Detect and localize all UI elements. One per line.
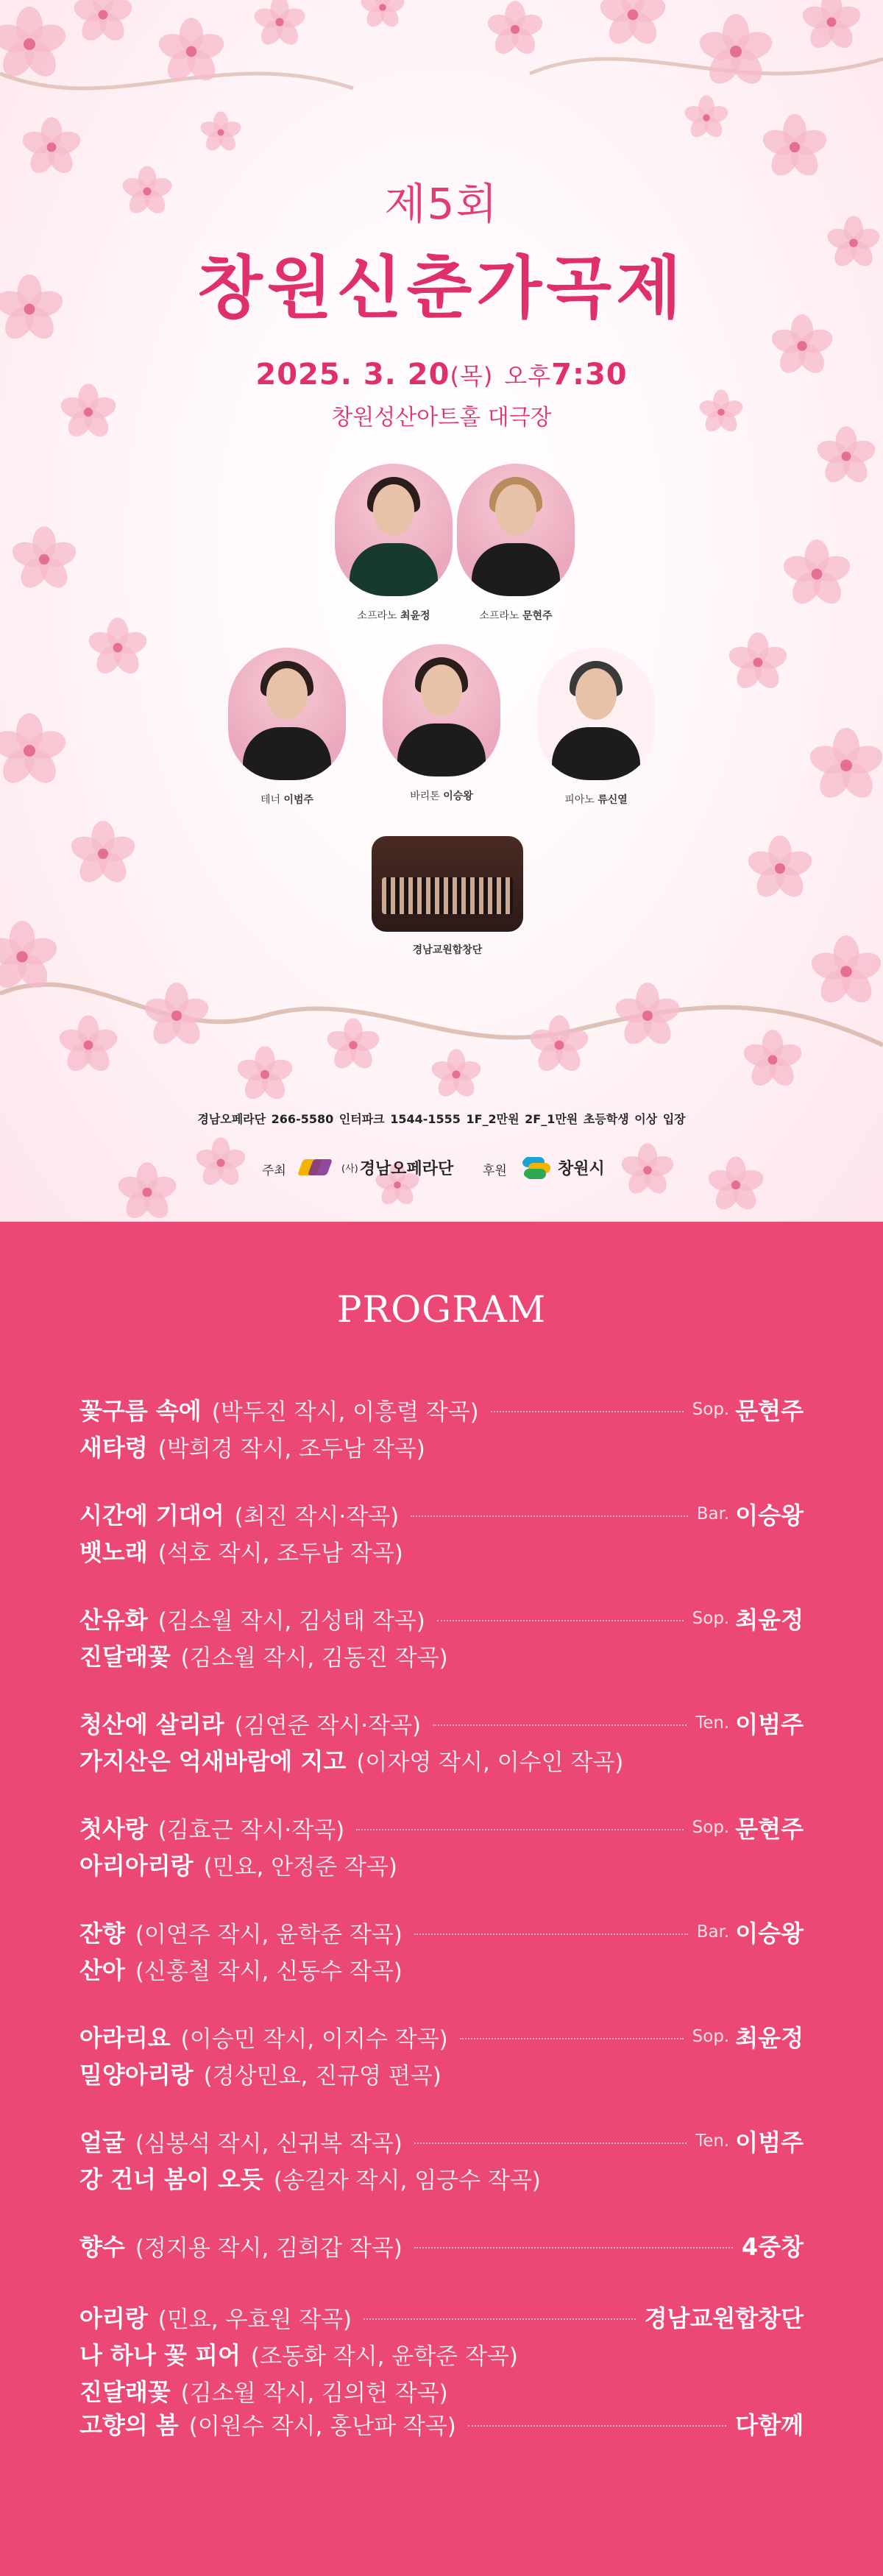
program-section — [0, 1222, 883, 2576]
voice-part: Ten. — [695, 1713, 730, 1733]
performer-role: 바리톤 — [410, 790, 440, 802]
event-weekday: (목) — [450, 362, 494, 390]
performer-name: 다함께 — [735, 2411, 804, 2439]
program-item — [79, 1809, 804, 1846]
dotted-leader — [437, 1620, 684, 1621]
blossom-flower — [612, 983, 682, 1049]
program-group — [79, 2018, 804, 2092]
blossom-flower — [485, 1, 545, 58]
blossom-flower — [528, 1015, 592, 1075]
host-label: 주최 — [262, 1164, 286, 1178]
song-credit: (조동화 작시, 윤학준 작곡) — [250, 2343, 518, 2370]
program-group — [79, 2405, 804, 2442]
song-credit: (최진 작시·작곡) — [234, 1503, 400, 1530]
program-group — [79, 1600, 804, 1674]
dotted-leader — [414, 2142, 687, 2144]
program-group — [79, 1809, 804, 1883]
ticket-contact-line: 경남오페라단 266-5580 인터파크 1544-1555 1F_2만원 2F_1만원 초등학생 이상 입장 — [197, 1112, 686, 1126]
performer-name: 최윤정 — [400, 610, 430, 622]
festival-title: 창원신춘가곡제 — [196, 249, 687, 328]
song-title: 꽃구름 속에 — [79, 1397, 202, 1425]
song-title: 뱃노래 — [79, 1538, 148, 1566]
performer-name: 문현주 — [735, 1397, 804, 1425]
branch-decoration — [0, 985, 883, 1045]
performer-role: 소프라노 — [357, 610, 397, 622]
song-credit: (심봉석 작시, 신귀복 작곡) — [135, 2130, 403, 2157]
song-title: 시간에 기대어 — [79, 1501, 224, 1529]
program-item — [79, 1428, 804, 1465]
blossom-flower — [597, 0, 668, 49]
concert-poster — [0, 0, 883, 1222]
dotted-leader — [468, 2425, 726, 2427]
performer-role: 피아노 — [564, 794, 595, 806]
song-title: 강 건너 봄이 오듯 — [79, 2165, 263, 2193]
performer-name: 4중창 — [741, 2233, 804, 2261]
voice-part: Bar. — [696, 1504, 730, 1524]
song-credit: (박희경 작시, 조두남 작곡) — [157, 1435, 425, 1462]
performer-photo — [335, 464, 453, 596]
blossom-flower — [359, 0, 407, 30]
performer-name: 이승왕 — [443, 790, 473, 802]
program-item — [79, 2372, 804, 2409]
program-item — [79, 1600, 804, 1637]
song-title: 청산에 살리라 — [79, 1710, 224, 1738]
blossom-flower — [235, 1046, 295, 1103]
song-title: 나 하나 꽃 피어 — [79, 2341, 241, 2369]
song-title: 얼굴 — [79, 2129, 125, 2156]
song-title: 첫사랑 — [79, 1815, 148, 1843]
dotted-leader — [364, 2318, 635, 2320]
program-item — [79, 1637, 804, 1674]
blossom-flower — [0, 713, 69, 789]
performer-photo — [383, 644, 500, 776]
sponsor-label: 후원 — [483, 1164, 507, 1178]
song-title: 아리아리랑 — [79, 1852, 194, 1880]
program-group — [79, 2123, 804, 2196]
performer-caption — [530, 792, 662, 807]
changwon-logo-icon — [521, 1154, 552, 1181]
program-item — [79, 1950, 804, 1987]
performer-caption — [221, 792, 353, 807]
voice-part: Sop. — [692, 1818, 730, 1837]
program-item — [79, 2335, 804, 2372]
song-credit: (김효근 작시·작곡) — [157, 1816, 345, 1844]
voice-part: Sop. — [692, 1400, 730, 1419]
program-item — [79, 1846, 804, 1883]
song-credit: (민요, 우효원 작곡) — [157, 2306, 352, 2333]
dotted-leader — [414, 1933, 688, 1935]
sponsor-logo — [521, 1154, 605, 1181]
performer-name: 문현주 — [522, 610, 553, 622]
sponsor-name: 창원시 — [558, 1159, 605, 1178]
performer-card — [530, 648, 662, 807]
performer-caption — [327, 608, 460, 623]
event-datetime — [0, 358, 883, 392]
choir-card — [372, 836, 523, 957]
performer-caption — [375, 788, 508, 803]
song-credit: (송길자 작시, 임긍수 작곡) — [273, 2167, 541, 2194]
dotted-leader — [356, 1829, 683, 1830]
performer-name: 류신열 — [597, 794, 628, 806]
blossom-flower — [808, 935, 883, 1008]
poster-title-block — [0, 169, 883, 431]
blossom-flower — [86, 618, 150, 678]
blossom-flower — [683, 95, 731, 141]
dotted-leader — [433, 1724, 687, 1726]
song-credit: (신홍철 작시, 신동수 작곡) — [135, 1958, 403, 1985]
performer-card — [327, 464, 460, 623]
song-credit: (경상민요, 진규영 편곡) — [203, 2062, 442, 2090]
song-title: 산유화 — [79, 1606, 148, 1634]
blossom-flower — [141, 983, 211, 1049]
blossom-flower — [71, 0, 135, 45]
song-title: 고향의 봄 — [79, 2411, 179, 2439]
blossom-flower — [325, 1018, 382, 1072]
song-credit: (이자영 작시, 이수인 작곡) — [356, 1749, 624, 1776]
performer-card — [221, 648, 353, 807]
program-item — [79, 2055, 804, 2092]
host-prefix: (사) — [341, 1163, 358, 1175]
program-group — [79, 2227, 804, 2264]
performer-name: 문현주 — [735, 1815, 804, 1843]
dotted-leader — [414, 2247, 733, 2248]
performer-name: 이범주 — [735, 1710, 804, 1738]
program-heading: PROGRAM — [336, 1288, 547, 1331]
song-title: 진달래꽃 — [79, 2378, 171, 2406]
choir-photo — [372, 836, 523, 932]
performer-name: 최윤정 — [735, 2024, 804, 2052]
song-credit: (김소월 작시, 김동진 작곡) — [180, 1644, 448, 1671]
song-credit: (민요, 안정준 작곡) — [203, 1853, 397, 1880]
song-credit: (석호 작시, 조두남 작곡) — [157, 1540, 403, 1567]
event-time: 7:30 — [551, 358, 628, 392]
blossom-flower — [745, 835, 815, 902]
performer-photo — [228, 648, 346, 780]
voice-part: Sop. — [692, 2027, 730, 2046]
sponsor-bar — [0, 1154, 883, 1183]
song-credit: (박두진 작시, 이흥렬 작곡) — [211, 1398, 479, 1426]
program-group — [79, 1914, 804, 1987]
performer-caption — [450, 608, 582, 623]
performer-name: 이범주 — [735, 2129, 804, 2156]
host-logo — [299, 1154, 453, 1181]
performer-photo — [457, 464, 575, 596]
program-group — [79, 1391, 804, 1465]
blossom-flower — [741, 1030, 805, 1090]
blossom-flower — [199, 111, 244, 154]
dotted-leader — [491, 1411, 684, 1412]
performer-card — [375, 644, 508, 803]
song-title: 잔향 — [79, 1919, 125, 1947]
event-ampm: 오후 — [504, 362, 552, 390]
blossom-flower — [57, 1015, 121, 1075]
song-title: 밀양아리랑 — [79, 2061, 194, 2089]
program-item — [79, 1532, 804, 1569]
performer-role: 테너 — [260, 794, 281, 806]
blossom-flower — [780, 539, 853, 609]
program-item — [79, 1914, 804, 1950]
blossom-flower — [806, 728, 883, 804]
song-title: 새타령 — [79, 1434, 148, 1462]
blossom-flower — [68, 821, 138, 887]
program-item — [79, 1496, 804, 1532]
song-credit: (김소월 작시, 김의헌 작곡) — [180, 2379, 448, 2407]
performer-name: 경남교원합창단 — [644, 2304, 804, 2332]
voice-part: Sop. — [692, 1609, 730, 1628]
performer-card — [450, 464, 582, 623]
blossom-flower — [696, 14, 776, 90]
program-item — [79, 2159, 804, 2196]
song-title: 아리랑 — [79, 2304, 148, 2332]
program-item — [79, 2018, 804, 2055]
program-item — [79, 1741, 804, 1778]
edition-label: 제5회 — [384, 179, 499, 229]
song-credit: (정지용 작시, 김희갑 작곡) — [135, 2234, 403, 2262]
program-item — [79, 2299, 804, 2335]
program-group — [79, 1705, 804, 1778]
blossom-flower — [429, 1049, 483, 1100]
blossom-flower — [9, 526, 79, 592]
performer-name: 최윤정 — [735, 1606, 804, 1634]
song-title: 향수 — [79, 2233, 125, 2261]
program-group — [79, 2299, 804, 2409]
voice-part: Bar. — [696, 1922, 730, 1942]
song-title: 가지산은 억새바람에 지고 — [79, 1747, 347, 1775]
song-credit: (이원수 작시, 홍난파 작곡) — [188, 2413, 456, 2440]
program-item — [79, 1391, 804, 1428]
event-venue: 창원성산아트홀 대극장 — [331, 405, 552, 431]
performer-role: 소프라노 — [479, 610, 519, 622]
event-date: 2025. 3. 20 — [255, 358, 450, 392]
performer-name: 이범주 — [283, 794, 314, 806]
blossom-flower — [800, 0, 864, 52]
song-credit: (이승민 작시, 이지수 작곡) — [180, 2025, 448, 2053]
program-item — [79, 1705, 804, 1741]
blossom-flower — [0, 7, 69, 82]
song-credit: (김연준 작시·작곡) — [234, 1712, 422, 1739]
song-credit: (이연주 작시, 윤학준 작곡) — [135, 1921, 403, 1948]
song-title: 산아 — [79, 1956, 125, 1984]
dotted-leader — [460, 2038, 684, 2039]
program-item — [79, 2123, 804, 2159]
choir-name: 경남교원합창단 — [412, 944, 483, 956]
program-group — [79, 1496, 804, 1569]
song-credit: (김소월 작시, 김성태 작곡) — [157, 1607, 425, 1635]
blossom-flower — [726, 632, 790, 693]
performer-name: 이승왕 — [735, 1919, 804, 1947]
performer-photo — [537, 648, 655, 780]
blossom-flower — [815, 426, 879, 486]
program-item — [79, 2405, 804, 2442]
song-title: 아라리요 — [79, 2024, 171, 2052]
program-item — [79, 2227, 804, 2264]
host-name: 경남오페라단 — [359, 1159, 454, 1178]
performer-name: 이승왕 — [735, 1501, 804, 1529]
dotted-leader — [411, 1515, 688, 1517]
opera-logo-icon — [299, 1156, 334, 1178]
voice-part: Ten. — [695, 2131, 730, 2151]
song-title: 진달래꽃 — [79, 1643, 171, 1671]
blossom-flower — [252, 0, 308, 49]
